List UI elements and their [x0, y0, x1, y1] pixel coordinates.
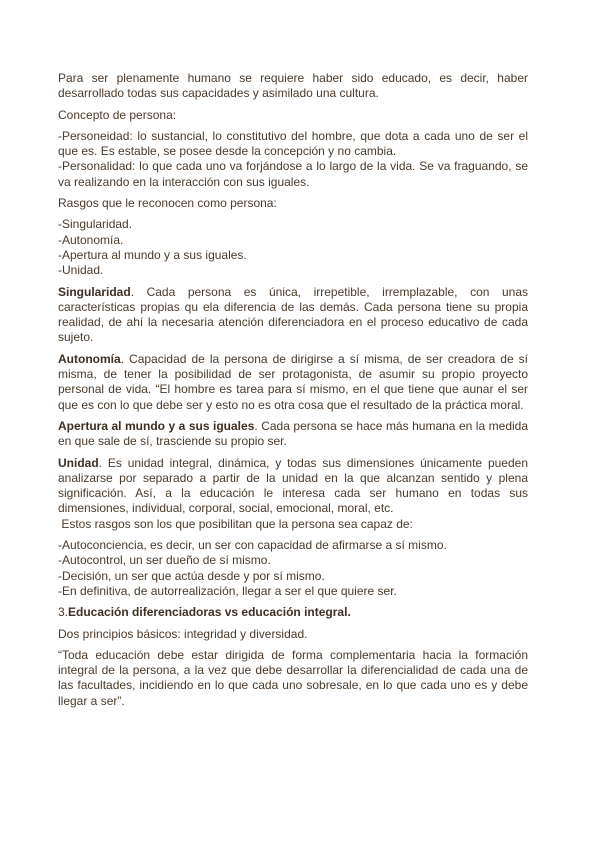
- estos-rasgos-paragraph: Estos rasgos son los que posibilitan que la persona sea capaz de:: [58, 516, 413, 531]
- list-item: -Decisión, un ser que actúa desde y por sí mismo.: [58, 568, 325, 583]
- capacidades-list: [58, 538, 528, 599]
- unidad-term: Unidad: [58, 455, 99, 470]
- list-item: -Autocontrol, un ser dueño de sí mismo.: [58, 553, 271, 568]
- list-item: -Apertura al mundo y a sus iguales.: [58, 247, 247, 262]
- rasgos-heading: Rasgos que le reconocen como persona:: [58, 196, 277, 211]
- list-item: -Singularidad.: [58, 217, 133, 232]
- unidad-text: . Es unidad integral, dinámica, y todas sus dimensiones únicamente pueden analizarse por separado a partir de la unidad en la que alcanzan sentido y plena significación. Así, a la educación le interesa cada ser humano en todas sus dimensiones, individual, corporal, social, emocional, moral, etc.: [58, 455, 528, 516]
- apertura-paragraph: [58, 419, 528, 450]
- section-number: 3.: [58, 605, 69, 620]
- personalidad-paragraph: -Personalidad: lo que cada uno va forjándose a lo largo de la vida. Se va fraguando, se va realizando en la interacción con sus iguales.: [58, 159, 528, 189]
- principios-paragraph: Dos principios básicos: integridad y diversidad.: [58, 626, 308, 641]
- intro-paragraph: Para ser plenamente humano se requiere haber sido educado, es decir, haber desarrollado todas sus capacidades y asimilado una cultura.: [58, 71, 528, 101]
- autonomia-term: Autonomía: [58, 351, 121, 366]
- autonomia-text: . Capacidad de la persona de dirigirse a sí misma, de ser creadora de sí misma, de tener la posibilidad de ser protagonista, de asumir su propio proyecto personal de vida. “El hombre es tarea para sí mismo, en el que tiene que aunar el ser que es con lo que debe ser y esto no es otra cosa que el resultado de la práctica moral.: [58, 351, 528, 412]
- list-item: -Autonomía.: [58, 232, 124, 247]
- concepto-heading: Concepto de persona:: [58, 107, 177, 122]
- autonomia-paragraph: [58, 352, 528, 413]
- list-item: -En definitiva, de autorrealización, llegar a ser el que quiere ser.: [58, 583, 397, 598]
- singularidad-term: Singularidad: [58, 284, 131, 299]
- section-title: Educación diferenciadoras vs educación integral.: [68, 605, 351, 620]
- rasgos-list: [58, 217, 528, 278]
- apertura-term: Apertura al mundo y a sus iguales: [58, 418, 255, 433]
- quote-paragraph: “Toda educación debe estar dirigida de forma complementaria hacia la formación integral de la persona, a la vez que debe desarrollar la diferencialidad de cada una de las facultades, incidiendo en lo que cada uno sobresale, en lo que cada uno es y debe llegar a ser”.: [58, 647, 528, 708]
- unidad-paragraph: [58, 456, 528, 517]
- section-heading: [58, 605, 528, 620]
- singularidad-paragraph: [58, 285, 528, 346]
- personeidad-paragraph: -Personeidad: lo sustancial, lo constitutivo del hombre, que dota a cada uno de ser el que es. Es estable, se posee desde la concepción y no cambia.: [58, 128, 528, 159]
- list-item: -Unidad.: [58, 263, 104, 278]
- singularidad-text: . Cada persona es única, irrepetible, irremplazable, con unas características propias qu ela diferencia de las demás. Cada persona tiene su propia realidad, de ahí la necesaria atención diferenciadora en el proceso educativo de cada sujeto.: [58, 284, 528, 345]
- list-item: -Autoconciencia, es decir, un ser con capacidad de afirmarse a sí mismo.: [58, 538, 447, 553]
- apertura-text: . Cada persona se hace más humana en la medida en que sale de sí, trasciende su propio ser.: [58, 418, 529, 449]
